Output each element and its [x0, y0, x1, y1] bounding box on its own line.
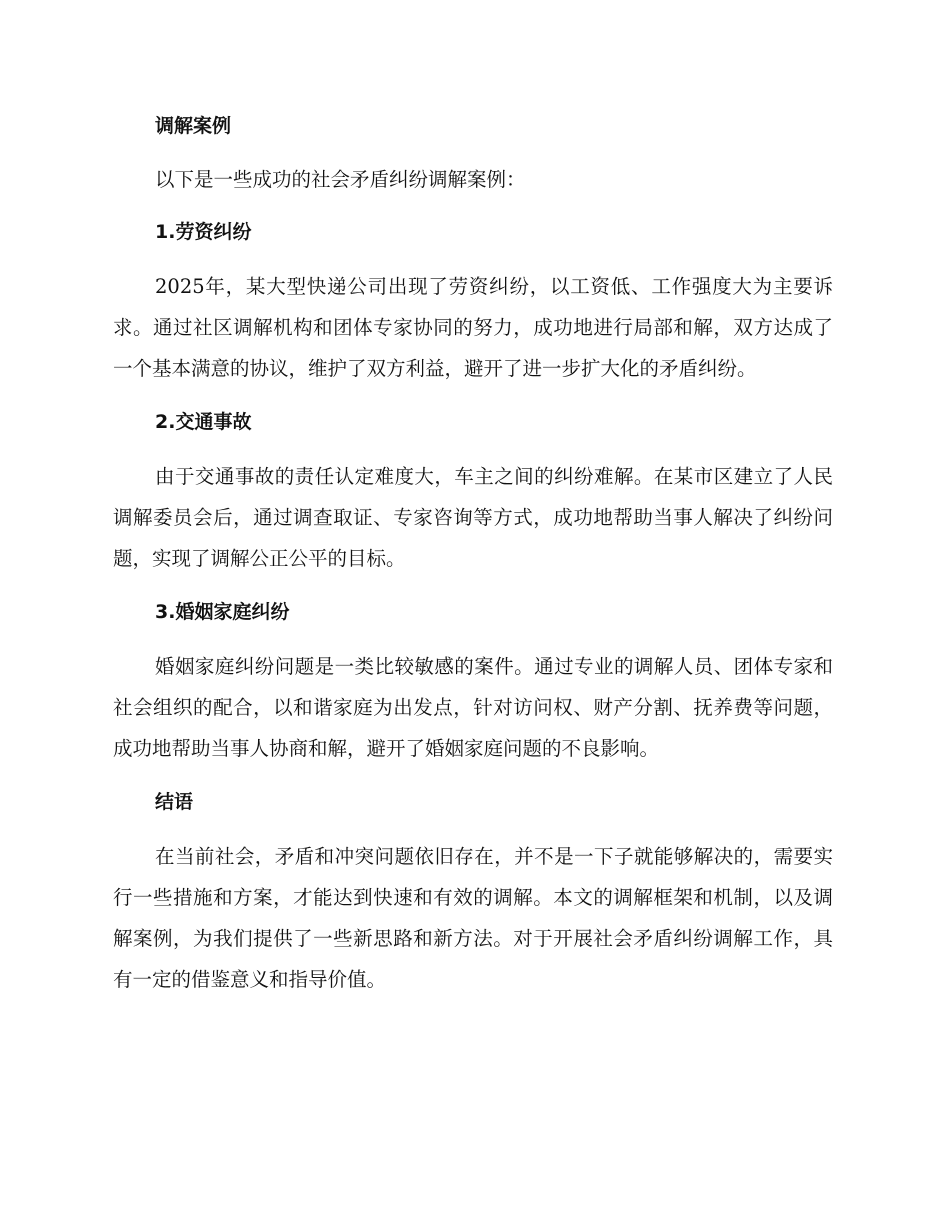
- case-heading-marriage-family: 3.婚姻家庭纠纷: [155, 601, 290, 623]
- case-heading-labor-dispute: 1.劳资纠纷: [155, 221, 252, 243]
- intro-paragraph: 以下是一些成功的社会矛盾纠纷调解案例：: [155, 168, 526, 191]
- case-paragraph-labor-dispute: 2025年，某大型快递公司出现了劳资纠纷，以工资低、工作强度大为主要诉求。通过社区调解机构和团体专家协同的努力，成功地进行局部和解，双方达成了一个基本满意的协议，维护了双方利益，避开了进一步扩大化的矛盾纠纷。: [113, 275, 833, 380]
- document-page: [113, 106, 833, 1000]
- case-paragraph-marriage-family: 婚姻家庭纠纷问题是一类比较敏感的案件。通过专业的调解人员、团体专家和社会组织的配合，以和谐家庭为出发点，针对访问权、财产分割、抚养费等问题，成功地帮助当事人协商和解，避开了婚姻家庭问题的不良影响。: [113, 655, 833, 760]
- conclusion-paragraph: 在当前社会，矛盾和冲突问题依旧存在，并不是一下子就能够解决的，需要实行一些措施和方案，才能达到快速和有效的调解。本文的调解框架和机制，以及调解案例，为我们提供了一些新思路和新方法。对于开展社会矛盾纠纷调解工作，具有一定的借鉴意义和指导价值。: [113, 845, 833, 991]
- case-heading-traffic-accident: 2.交通事故: [155, 411, 252, 433]
- section-heading-mediation-cases: 调解案例: [155, 115, 232, 137]
- case-paragraph-traffic-accident: 由于交通事故的责任认定难度大，车主之间的纠纷难解。在某市区建立了人民调解委员会后，通过调查取证、专家咨询等方式，成功地帮助当事人解决了纠纷问题，实现了调解公正公平的目标。: [113, 465, 833, 570]
- section-heading-conclusion: 结语: [155, 791, 194, 813]
